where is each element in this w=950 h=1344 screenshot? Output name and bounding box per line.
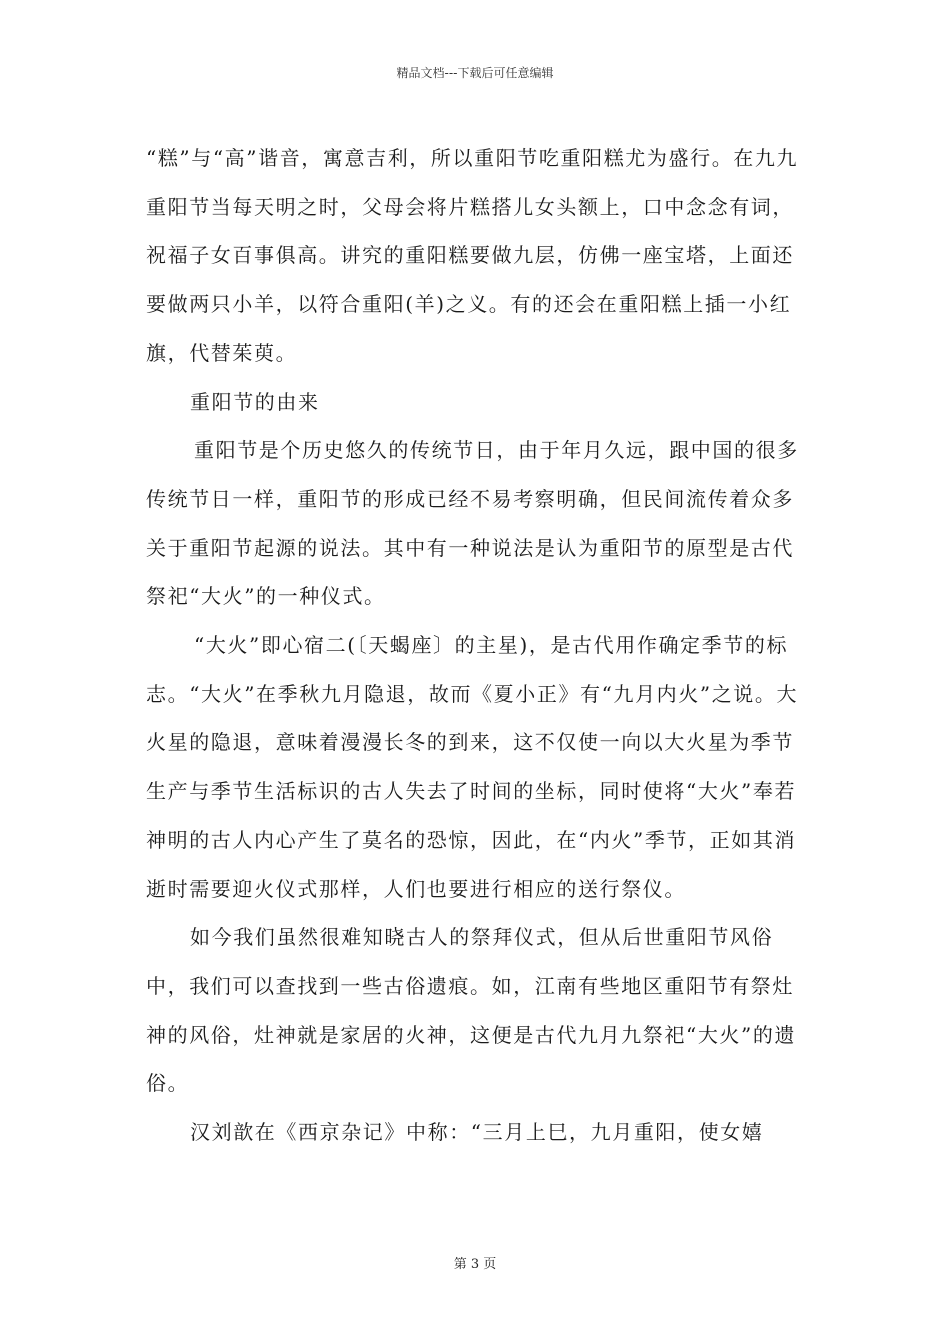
page-header: 精品文档---下载后可任意编辑 [396,66,554,80]
paragraph-3: “大火”即心宿二(〔天蝎座〕的主星)，是古代用作确定季节的标志。“大火”在季秋九月隐退，故而《夏小正》有“九月内火”之说。大火星的隐退，意味着漫漫长冬的到来，这不仅使一向以大火星为季节生产与季节生活标识的古人失去了时间的坐标，同时使将“大火”奉若神明的古人内心产生了莫名的恐惊，因此，在“内火”季节，正如其消逝时需要迎火仪式那样，人们也要进行相应的送行祭仪。 [146,633,799,901]
paragraph-1: “糕”与“高”谐音，寓意吉利，所以重阳节吃重阳糕尤为盛行。在九九重阳节当每天明之时，父母会将片糕搭儿女头额上，口中念念有词，祝福子女百事俱高。讲究的重阳糕要做九层，仿佛一座宝塔，上面还要做两只小羊，以符合重阳(羊)之义。有的还会在重阳糕上插一小红旗，代替茱萸。 [146,146,799,365]
document-body [146,134,808,1157]
section-heading: 重阳节的由来 [190,389,320,414]
paragraph-4: 如今我们虽然很难知晓古人的祭拜仪式，但从后世重阳节风俗中，我们可以查找到一些古俗遗痕。如，江南有些地区重阳节有祭灶神的风俗，灶神就是家居的火神，这便是古代九月九祭祀“大火”的遗俗。 [146,925,797,1096]
paragraph-2: 重阳节是个历史悠久的传统节日，由于年月久远，跟中国的很多传统节日一样，重阳节的形成已经不易考察明确，但民间流传着众多关于重阳节起源的说法。其中有一种说法是认为重阳节的原型是古代祭祀“大火”的一种仪式。 [146,438,799,609]
page-number: 第 3 页 [453,1257,497,1272]
paragraph-5: 汉刘歆在《西京杂记》中称：“三月上巳，九月重阳，使女嬉 [190,1120,764,1145]
